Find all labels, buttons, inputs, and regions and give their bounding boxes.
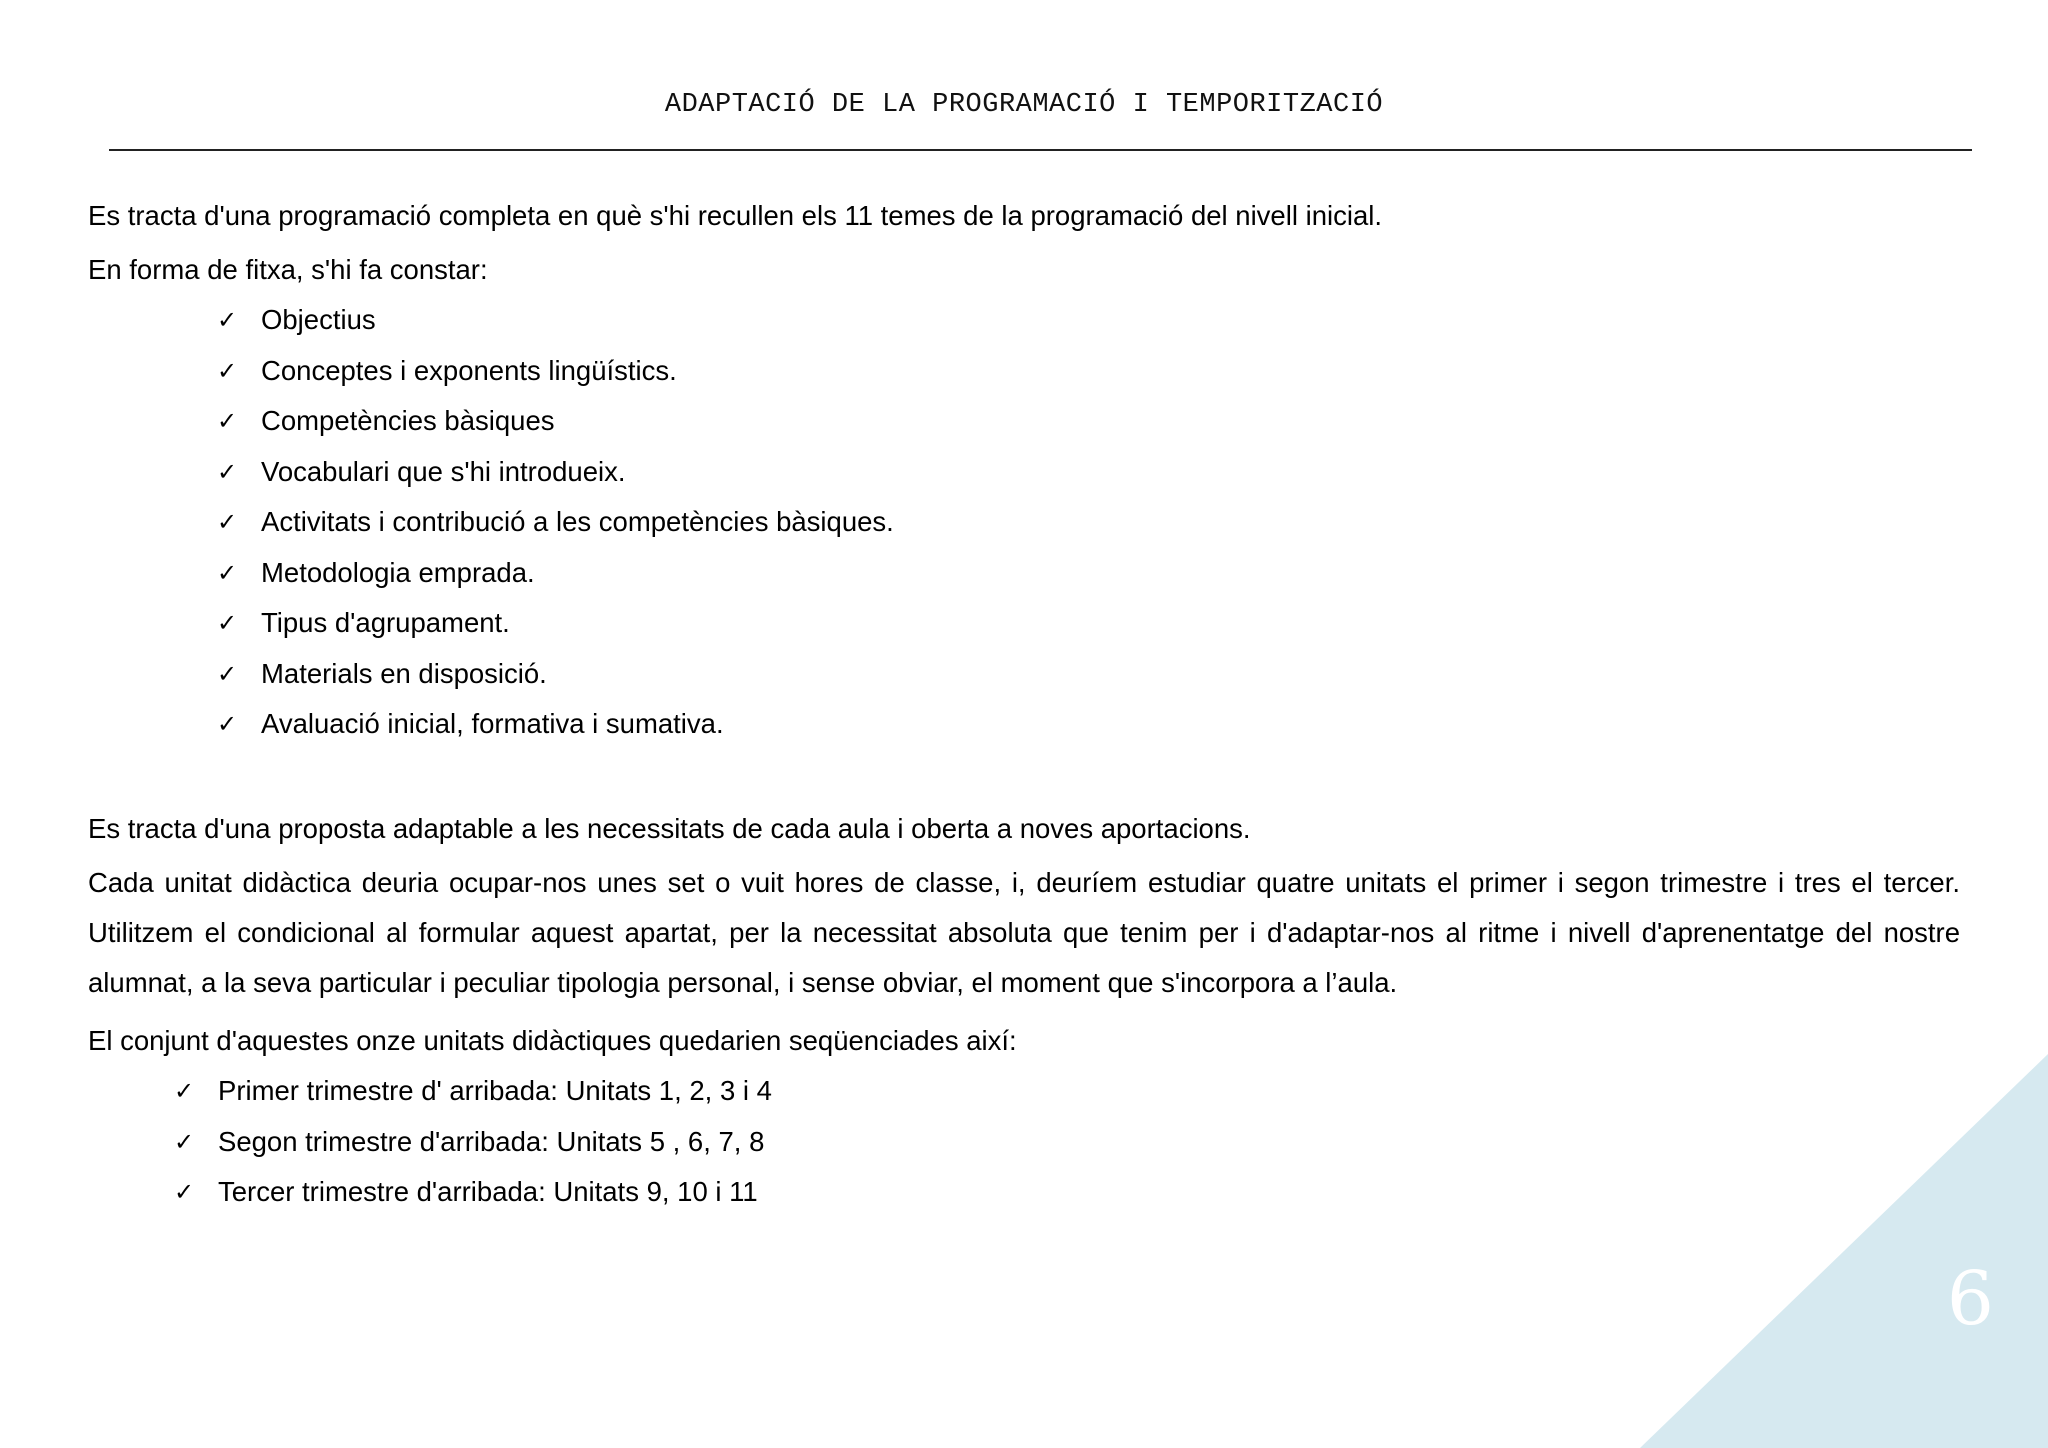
header-title: ADAPTACIÓ DE LA PROGRAMACIÓ I TEMPORITZACIÓ [664,90,1384,120]
check-icon: ✓ [217,710,238,738]
fitxa-checklist [217,295,894,750]
unitat-paragraph: Cada unitat didàctica deuria ocupar-nos unes set o vuit hores de classe, i, deuríem estudiar quatre unitats el primer i segon trimestre i tres el tercer. Utilitzem el condicional al formular aquest apartat, per la necessitat absoluta que tenim per i d'adaptar-nos al ritme i nivell d'aprenentatge del nostre alumnat, a la seva particular i peculiar tipologia personal, i sense obviar, el moment que s'incorpora a l’aula. [88,867,1960,998]
check-icon: ✓ [217,407,238,435]
list-item: ✓ Tipus d'agrupament. [217,598,894,649]
list-item: ✓ Vocabulari que s'hi introdueix. [217,447,894,498]
list-item: ✓ Primer trimestre d' arribada: Unitats 1, 2, 3 i 4 [174,1066,772,1117]
list-item: ✓ Conceptes i exponents lingüístics. [217,346,894,397]
check-icon: ✓ [217,356,238,385]
list-item: ✓ Avaluació inicial, formativa i sumativa. [217,699,894,750]
list-item: ✓ Tercer trimestre d'arribada: Unitats 9, 10 i 11 [174,1167,772,1218]
check-icon: ✓ [174,1127,195,1156]
check-icon: ✓ [217,457,238,486]
check-icon: ✓ [217,659,238,688]
check-icon: ✓ [217,306,238,334]
list-item: ✓ Objectius [217,295,894,346]
check-icon: ✓ [174,1077,195,1105]
list-item: ✓ Competències bàsiques [217,396,894,447]
intro-lead-in: En forma de fitxa, s'hi fa constar: [88,254,488,285]
conjunt-paragraph: El conjunt d'aquestes onze unitats didàctiques quedarien seqüenciades així: [88,1025,1017,1056]
page-number: 6 [1946,1256,1994,1342]
list-item: ✓ Activitats i contribució a les competències bàsiques. [217,497,894,548]
list-item: ✓ Metodologia emprada. [217,548,894,599]
trimestres-checklist [174,1066,772,1218]
check-icon: ✓ [217,558,238,587]
intro-paragraph: Es tracta d'una programació completa en què s'hi recullen els 11 temes de la programació del nivell inicial. [88,200,1383,231]
corner-decoration [1640,1054,2048,1448]
list-item: ✓ Materials en disposició. [217,649,894,700]
check-icon: ✓ [217,609,238,637]
list-item: ✓ Segon trimestre d'arribada: Unitats 5 , 6, 7, 8 [174,1117,772,1168]
adaptable-paragraph: Es tracta d'una proposta adaptable a les necessitats de cada aula i oberta a noves aportacions. [88,813,1251,844]
check-icon: ✓ [217,508,238,536]
header-divider [109,149,1972,151]
check-icon: ✓ [174,1178,195,1206]
